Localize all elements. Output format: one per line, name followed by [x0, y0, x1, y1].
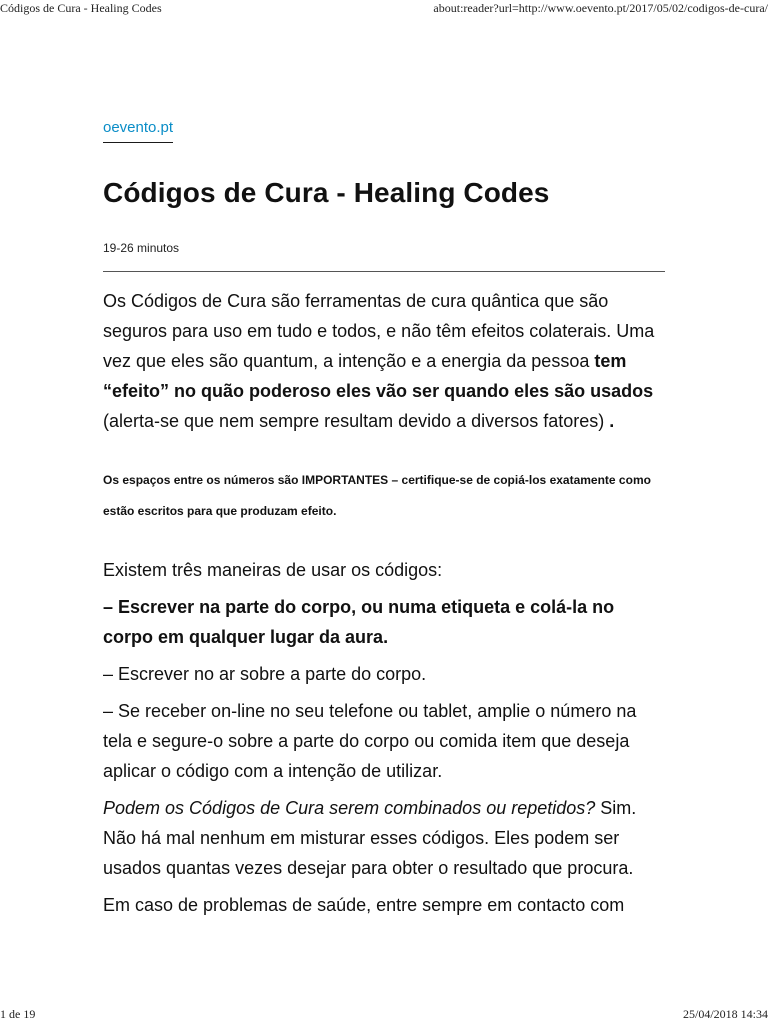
- print-header: [0, 0, 768, 16]
- intro-text-1: Os Códigos de Cura são ferramentas de cura quântica que são seguros para uso em tudo e todos, e não têm efeitos colaterais. Uma vez que eles são quantum, a intenção e a energia da pessoa: [103, 291, 655, 371]
- intro-end-bold: .: [609, 411, 615, 431]
- intro-bold-text: tem “efeito” no quão poderoso eles vão ser quando eles são usados: [103, 351, 654, 401]
- way-3: – Se receber on-line no seu telefone ou tablet, amplie o número na tela e segure-o sobre a parte do corpo ou comida item que deseja aplicar o código com a intenção de utilizar.: [103, 701, 637, 781]
- reading-time: 19-26 minutos: [103, 241, 180, 255]
- question-answer: Sim. Não há mal nenhum em misturar esses códigos. Eles podem ser usados quantas vezes desejar para obter o resultado que procura.: [103, 798, 637, 878]
- intro-paragraph: [103, 286, 665, 436]
- ways-intro: Existem três maneiras de usar os códigos:: [103, 560, 443, 580]
- print-header-url: about:reader?url=http://www.oevento.pt/2017/05/02/codigos-de-cura/: [433, 1, 768, 15]
- print-header-title: Códigos de Cura - Healing Codes: [0, 1, 162, 15]
- page-counter: 1 de 19: [0, 1007, 36, 1021]
- spacing-note: Os espaços entre os números são IMPORTANTES – certifique-se de copiá-los exatamente como estão escritos para que produzam efeito.: [103, 473, 651, 518]
- way-2: – Escrever no ar sobre a parte do corpo.: [103, 664, 427, 684]
- header-divider: [103, 271, 665, 272]
- question-italic: Podem os Códigos de Cura serem combinados ou repetidos?: [103, 798, 596, 818]
- last-paragraph: Em caso de problemas de saúde, entre sempre em contacto com: [103, 895, 625, 915]
- intro-text-2: (alerta-se que nem sempre resultam devido a diversos fatores): [103, 411, 610, 431]
- article-title: Códigos de Cura - Healing Codes: [103, 177, 550, 208]
- way-1: – Escrever na parte do corpo, ou numa etiqueta e colá-la no corpo em qualquer lugar da aura.: [103, 597, 615, 647]
- reader-article: [103, 118, 665, 920]
- site-link[interactable]: oevento.pt: [103, 118, 173, 143]
- print-footer: [0, 1006, 768, 1022]
- print-datetime: 25/04/2018 14:34: [682, 1007, 768, 1021]
- question-paragraph: [103, 793, 665, 883]
